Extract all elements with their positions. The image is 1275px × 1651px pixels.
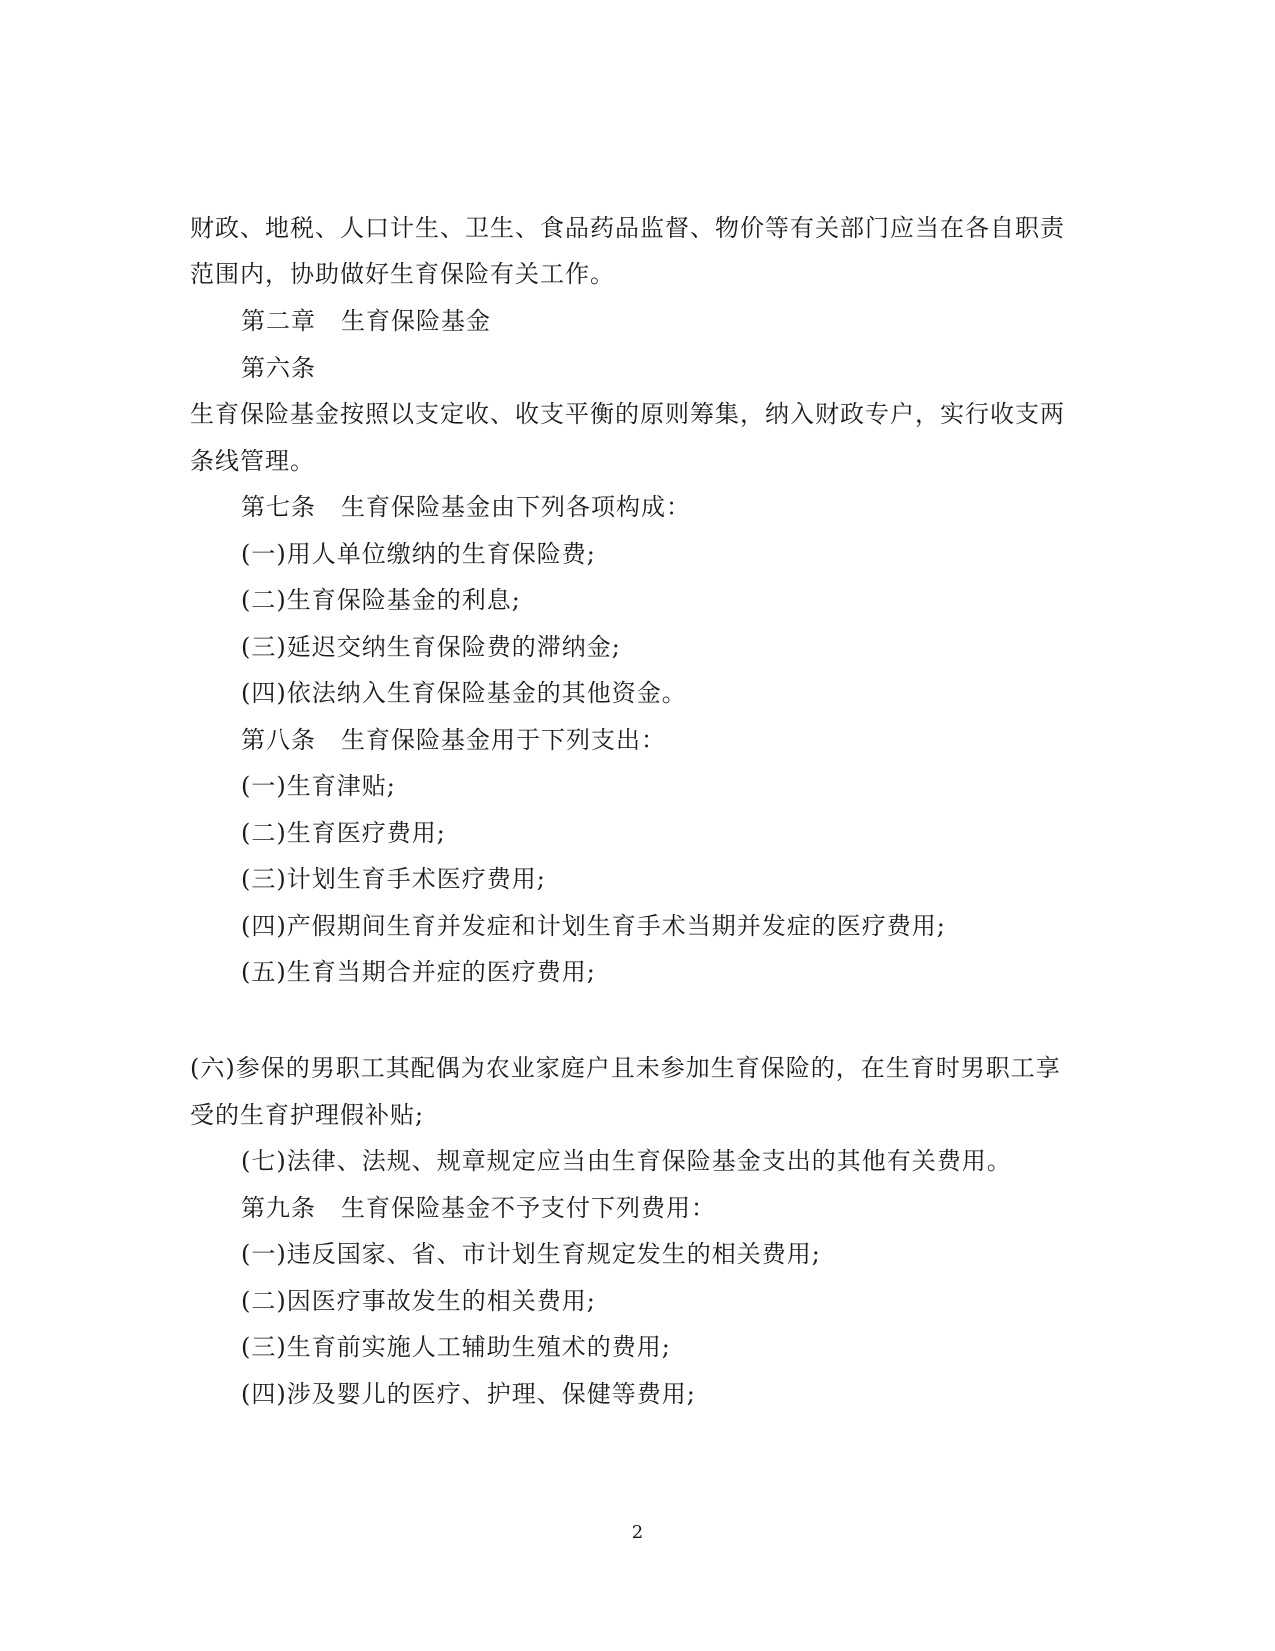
list-item: (三)计划生育手术医疗费用;	[241, 865, 546, 893]
list-item: (一)生育津贴;	[241, 772, 396, 800]
list-item: (七)法律、法规、规章规定应当由生育保险基金支出的其他有关费用。	[241, 1147, 1012, 1175]
article-heading: 第八条 生育保险基金用于下列支出：	[241, 726, 666, 754]
list-item: (五)生育当期合并症的医疗费用;	[241, 958, 596, 986]
article-heading: 第六条	[241, 354, 316, 382]
page-number: 2	[631, 1522, 644, 1543]
list-item: (二)因医疗事故发生的相关费用;	[241, 1287, 596, 1315]
text-line: 受的生育护理假补贴;	[190, 1101, 425, 1129]
text-line: 生育保险基金按照以支定收、收支平衡的原则筹集，纳入财政专户，实行收支两	[190, 400, 1065, 428]
list-item: (四)产假期间生育并发症和计划生育手术当期并发症的医疗费用;	[241, 912, 946, 940]
list-item: (四)涉及婴儿的医疗、护理、保健等费用;	[241, 1380, 696, 1408]
list-item: (一)用人单位缴纳的生育保险费;	[241, 540, 596, 568]
list-item: (二)生育保险基金的利息;	[241, 586, 521, 614]
list-item: (六)参保的男职工其配偶为农业家庭户且未参加生育保险的，在生育时男职工享	[190, 1054, 1061, 1082]
list-item: (二)生育医疗费用;	[241, 819, 446, 847]
text-line: 条线管理。	[190, 447, 315, 475]
text-line: 范围内，协助做好生育保险有关工作。	[190, 260, 615, 288]
list-item: (四)依法纳入生育保险基金的其他资金。	[241, 679, 687, 707]
chapter-heading: 第二章 生育保险基金	[241, 307, 491, 335]
list-item: (一)违反国家、省、市计划生育规定发生的相关费用;	[241, 1240, 821, 1268]
text-line: 财政、地税、人口计生、卫生、食品药品监督、物价等有关部门应当在各自职责	[190, 214, 1065, 242]
article-heading: 第九条 生育保险基金不予支付下列费用：	[241, 1194, 716, 1222]
list-item: (三)生育前实施人工辅助生殖术的费用;	[241, 1333, 671, 1361]
list-item: (三)延迟交纳生育保险费的滞纳金;	[241, 633, 621, 661]
article-heading: 第七条 生育保险基金由下列各项构成：	[241, 493, 691, 521]
